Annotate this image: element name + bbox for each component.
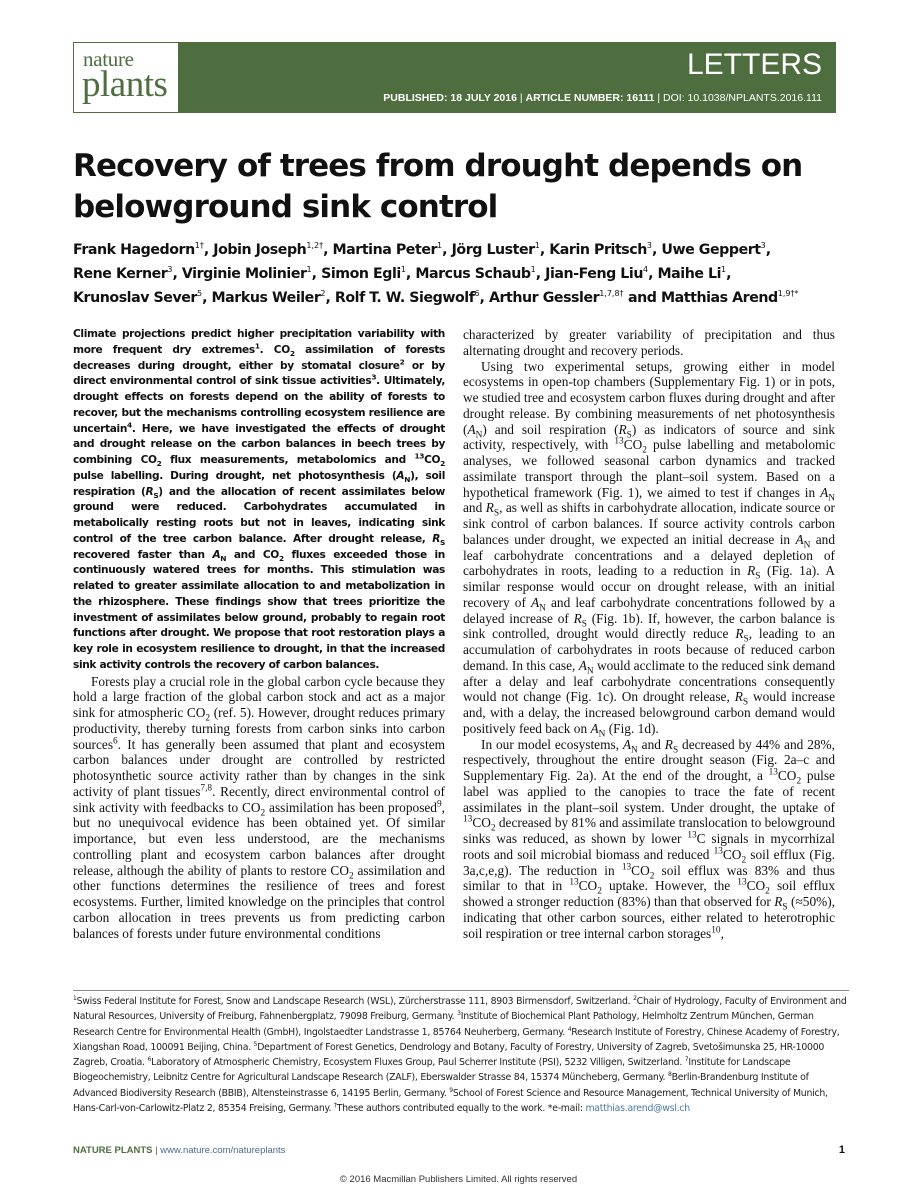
- author-affiliation-marker: 1†: [194, 241, 204, 250]
- journal-header-band: [73, 42, 836, 113]
- author-affiliation-marker: 4: [642, 265, 649, 274]
- logo-word-plants: plants: [82, 64, 168, 105]
- article-title: [73, 146, 853, 228]
- footnote-separator: [73, 990, 849, 991]
- left-body-text: [73, 674, 445, 942]
- author-affiliation-marker: 6: [474, 289, 480, 298]
- author-name[interactable]: Simon Egli$^1$: [321, 265, 406, 282]
- author-name[interactable]: Karin Pritsch$^3$: [549, 241, 652, 258]
- author-affiliation-marker: 1: [721, 265, 727, 274]
- right-column: [463, 327, 835, 941]
- doi-link[interactable]: DOI: 10.1038/NPLANTS.2016.111: [663, 92, 822, 104]
- author-list: Frank Hagedorn$^{1\dagger}$, Jobin Joseph$^{1,2\dagger}$, Martina Peter$^1$, Jörg Luster$^1$, Karin Pritsch$^3$, Uwe Geppert$^3$, Rene Kerner$^3$, Virginie Molinier$^1$, Simon Egli$^1$, Marcus Schaub$^1$, Jian-Feng Liu$^4$, Maihe Li$^1$, Krunoslav Sever$^5$, Markus Weiler$^2$, Rolf T. W. Siegwolf$^6$, Arthur Gessler$^{1,7,8\dagger}$ and Matthias Arend$^{1,9\dagger*}$: [73, 241, 799, 306]
- body-paragraph: characterized by greater variability of precipitation and thus alternating drought and recovery periods.: [463, 327, 835, 358]
- author-name[interactable]: Marcus Schaub$^1$: [415, 265, 536, 282]
- author-affiliation-marker: 3: [646, 241, 652, 250]
- author-affiliation-marker: 3: [167, 265, 173, 274]
- left-column: [73, 327, 445, 941]
- body-paragraph: In our model ecosystems, $A_N$ and $R_S$ decreased by 44% and 28%, respectively, throughout the entire drought season (Fig. 2a–c and Supplementary Fig. 2a). At the end of the drought, a $^{13}CO_2$ pulse label was applied to the canopies to trace the fate of recent assimilates in the plant–soil system. Under drought, the uptake of $^{13}CO_2$ decreased by 81% and assimilate translocation to belowground sinks was reduced, as shown by lower $^{13}$C signals in mycorrhizal roots and soil microbial biomass and reduced $^{13}CO_2$ soil efflux (Fig. 3a,c,e,g). The reduction in $^{13}CO_2$ soil efflux was 83% and thus similar to that in $^{13}CO_2$ uptake. However, the $^{13}CO_2$ soil efflux showed a stronger reduction (83%) than that observed for $R_S$ (≈50%), indicating that other carbon sources, either related to heterotrophic soil respiration or tree internal carbon storages$^{10}$,: [463, 736, 836, 941]
- author-name[interactable]: Rene Kerner$^3$: [73, 265, 173, 282]
- affiliations-text: $^1$Swiss Federal Institute for Forest, Snow and Landscape Research (WSL), Zürcherstrasse 111, 8903 Birmensdorf, Switzerland. $^2$Chair of Hydrology, Faculty of Environment and Natural Resources, University of Freiburg, Fahnenbergplatz, 79098 Freiburg, Germany. $^3$Institute of Biochemical Plant Pathology, Helmholtz Zentrum München, German Research Centre for Environmental Health (GmbH), Ingolstaedter Landstrasse 1, 85764 Neuherberg, Germany. $^4$Research Institute of Forestry, Chinese Academy of Forestry, Xiangshan Road, 100091 Beijing, China. $^5$Department of Forest Genetics, Dendrology and Botany, Faculty of Forestry, University of Zagreb, Svetošimunska 25, HR-10000 Zagreb, Croatia. $^6$Laboratory of Atmospheric Chemistry, Ecosystem Fluxes Group, Paul Scherrer Institute (PSI), 5232 Villigen, Switzerland. $^7$Institute for Landscape Biogeochemistry, Leibnitz Centre for Agricultural Landscape Research (ZALF), Eberswalder Strasse 84, 15374 Müncheberg, Germany. $^8$Berlin-Brandenburg Institute of Advanced Biodiversity Research (BBIB), Altensteinstrasse 6, 14195 Berlin, Germany. $^9$School of Forest Science and Resource Management, Technical University of Munich, Hans-Carl-von-Carlowitz-Platz 2, 85354 Freising, Germany. †These authors contributed equally to the work. *e-mail:: [73, 995, 847, 1115]
- footer-journal-name: NATURE PLANTS: [73, 1145, 153, 1156]
- affiliations-footnotes: [73, 994, 849, 1116]
- publication-info: PUBLISHED: 18 JULY 2016 | ARTICLE NUMBER: 16111 | DOI: 10.1038/NPLANTS.2016.111: [383, 92, 822, 104]
- author-affiliation-marker: 1,7,8†: [599, 289, 624, 298]
- author-name[interactable]: Martina Peter$^1$: [332, 241, 443, 258]
- copyright-notice: © 2016 Macmillan Publishers Limited. All rights reserved: [339, 1174, 578, 1185]
- author-name[interactable]: Maihe Li$^1$: [657, 265, 727, 282]
- author-affiliation-marker: 1: [306, 265, 312, 274]
- title-line-2: belowground sink control: [73, 189, 498, 225]
- journal-logo[interactable]: [74, 43, 178, 112]
- right-body-text: [463, 327, 835, 941]
- author-affiliation-marker: 3: [760, 241, 766, 250]
- author-name[interactable]: Jörg Luster$^1$: [451, 241, 540, 258]
- article-number: ARTICLE NUMBER: 16111: [525, 92, 655, 104]
- author-affiliation-marker: 1: [534, 241, 540, 250]
- published-date: PUBLISHED: 18 JULY 2016: [383, 92, 517, 104]
- footer-journal-url[interactable]: www.nature.com/natureplants: [160, 1145, 286, 1156]
- author-name[interactable]: Virginie Molinier$^1$: [181, 265, 312, 282]
- page-number: 1: [838, 1144, 845, 1156]
- author-affiliation-marker: 5: [196, 289, 203, 298]
- author-affiliation-marker: 1: [437, 241, 443, 250]
- author-name[interactable]: Krunoslav Sever$^5$: [73, 289, 203, 306]
- logo-word-nature: nature: [83, 47, 134, 71]
- body-paragraph: Forests play a crucial role in the global carbon cycle because they hold a large fraction of the global carbon stock and act as a major sink for atmospheric $CO_2$ (ref. 5). However, drought reduces primary productivity, thereby turning forests from carbon sinks into carbon sources$^6$. It has generally been assumed that plant and ecosystem carbon balances under drought are controlled by restricted photosynthetic source activity rather than by changes in the sink activity of plant tissues$^{7,8}$. Recently, direct environmental control of sink activity with feedbacks to $CO_2$ assimilation has been proposed$^9$, but no unequivocal evidence has been obtained yet. Of similar importance, but even less understood, are the mechanisms controlling plant and ecosystem carbon balances after drought release, although the ability of plants to restore $CO_2$ assimilation and other functions determines the resilience of trees and forest ecosystems. Further, limited knowledge on the principles that control carbon allocation in trees prevents us from predicting carbon balances of forests under future environmental conditions: [73, 673, 446, 941]
- author-name[interactable]: Markus Weiler$^2$: [211, 289, 326, 306]
- author-affiliation-marker: 1: [530, 265, 536, 274]
- author-affiliation-marker: 1,2†: [306, 241, 324, 250]
- abstract: Climate projections predict higher precipitation variability with more frequent dry extremes$^1$. $CO_2$ assimilation of forests decreases during drought, either by stomatal closure$^2$ or by direct environmental control of sink tissue activities$^3$. Ultimately, drought effects on forests depend on the ability of forests to recover, but the mechanisms controlling ecosystem resilience are uncertain$^4$. Here, we have investigated the effects of drought and drought release on the carbon balances in beech trees by combining $CO_2$ flux measurements, metabolomics and $^{13}CO_2$ pulse labelling. During drought, net photosynthesis $(A_N)$, soil respiration $(R_S)$ and the allocation of recent assimilates below ground were reduced. Carbohydrates accumulated in metabolically resting roots but not in leaves, indicating sink control of the tree carbon balance. After drought release, $R_S$ recovered faster than $A_N$ and $CO_2$ fluxes exceeded those in continuously watered trees for months. This stimulation was related to greater assimilate allocation to and metabolization in the rhizosphere. These findings show that trees prioritize the investment of assimilates below ground, probably to regain root functions after drought. We propose that root restoration plays a key role in ecosystem resilience to drought, in that the increased sink activity controls the recovery of carbon balances.: [73, 328, 446, 671]
- page-footer: NATURE PLANTS | www.nature.com/natureplants 1: [73, 1144, 845, 1156]
- author-name[interactable]: Matthias Arend$^{1,9\dagger*}$: [661, 289, 799, 306]
- author-name[interactable]: Frank Hagedorn$^{1\dagger}$: [73, 241, 204, 258]
- author-name[interactable]: Uwe Geppert$^3$: [661, 241, 766, 258]
- author-affiliation-marker: 1: [400, 265, 406, 274]
- author-affiliation-marker: 1,9†*: [777, 289, 799, 298]
- title-line-1: Recovery of trees from drought depends on: [73, 148, 803, 184]
- corresponding-email-link[interactable]: matthias.arend@wsl.ch: [585, 1103, 690, 1115]
- author-affiliation-marker: 2: [320, 289, 326, 298]
- author-name[interactable]: Jobin Joseph$^{1,2\dagger}$: [213, 241, 324, 258]
- section-label: LETTERS: [686, 48, 822, 81]
- body-paragraph: Using two experimental setups, growing either in model ecosystems in open-top chambers (Supplementary Fig. 1) or in pots, we studied tree and ecosystem carbon fluxes during drought and after drought release. By combining measurements of net photosynthesis $(A_N)$ and soil respiration $(R_S)$ as indicators of source and sink activity, respectively, with $^{13}CO_2$ pulse labelling and metabolomic analyses, we followed seasonal carbon dynamics and tracked assimilate transport through the plant–soil system. Based on a hypothetical framework (Fig. 1), we aimed to test if changes in $A_N$ and $R_S$, as well as shifts in carbohydrate allocation, indicate source or sink control of carbon balances. If source activity controls carbon balances under drought, we expected an initial decrease in $A_N$ and leaf carbohydrate concentrations and a delayed depletion of carbohydrates in roots, leading to a reduction in $R_S$ (Fig. 1a). A similar response would occur on drought release, with an initial recovery of $A_N$ and leaf carbohydrate concentrations followed by a delayed increase of $R_S$ (Fig. 1b). If, however, the carbon balance is sink controlled, drought would directly reduce $R_S$, leading to an accumulation of carbohydrates in roots because of reduced carbon demand. In this case, $A_N$ would acclimate to the reduced sink demand after a delay and leaf carbohydrate concentrations consequently would not change (Fig. 1c). On drought release, $R_S$ would increase and, with a delay, the increased belowground carbon demand would positively feed back on $A_N$ (Fig. 1d).: [463, 358, 836, 740]
- author-name[interactable]: Jian-Feng Liu$^4$: [545, 265, 649, 282]
- author-name[interactable]: Rolf T. W. Siegwolf$^6$: [334, 289, 480, 306]
- author-name[interactable]: Arthur Gessler$^{1,7,8\dagger}$: [488, 289, 624, 306]
